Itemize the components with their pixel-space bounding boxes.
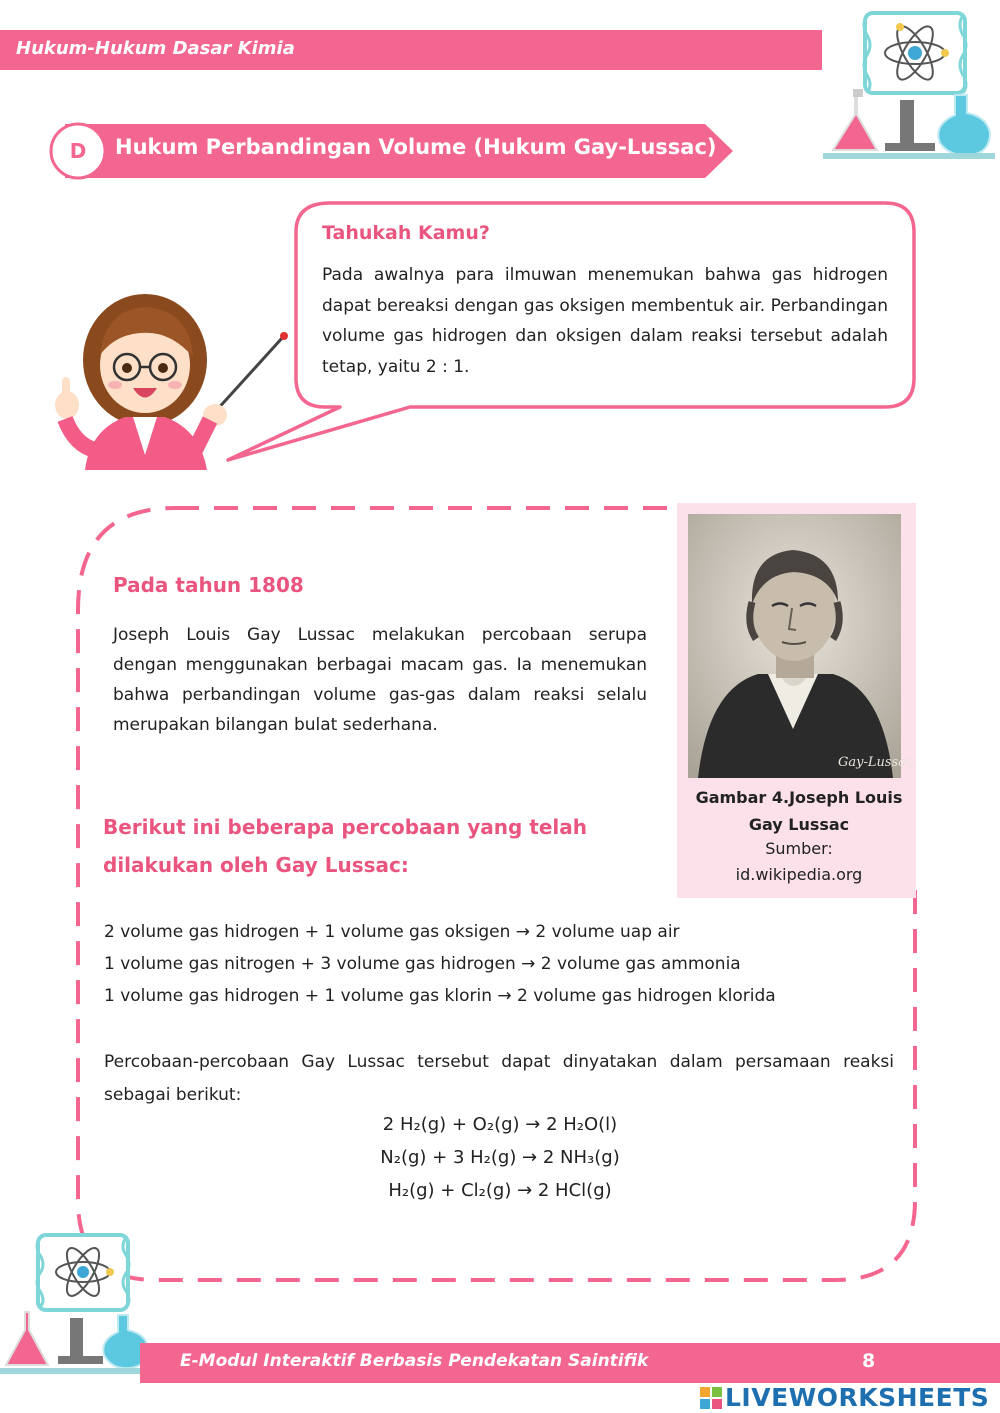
bubble-text: Pada awalnya para ilmuwan menemukan bahwa gas hidrogen dapat bereaksi dengan gas oksigen membentuk air. Perbandingan volume gas hidrogen dan oksigen dalam reaksi tersebut adalah tetap, yaitu 2 : 1.	[322, 265, 888, 377]
equation-item: N₂(g) + 3 H₂(g) → 2 NH₃(g)	[380, 1147, 620, 1168]
reaction-item: 1 volume gas hidrogen + 1 volume gas klorin → 2 volume gas hidrogen klorida	[104, 986, 776, 1006]
section-title: Hukum Perbandingan Volume (Hukum Gay-Lussac)	[115, 135, 717, 159]
reaction-item: 2 volume gas hidrogen + 1 volume gas oksigen → 2 volume uap air	[104, 922, 680, 942]
portrait-signature: Gay-Lussac	[838, 755, 914, 770]
portrait-caption: Gambar 4.Joseph Louis Gay Lussac	[695, 788, 903, 834]
science-lab-icon	[815, 5, 1000, 165]
equation-item: H₂(g) + Cl₂(g) → 2 HCl(g)	[388, 1180, 612, 1201]
portrait-source-url: id.wikipedia.org	[735, 865, 863, 884]
history-title: Pada tahun 1808	[113, 573, 304, 597]
experiments-title: Berikut ini beberapa percobaan yang telah dilakukan oleh Gay Lussac:	[103, 815, 588, 877]
section-letter: D	[69, 139, 87, 163]
brand[interactable]	[700, 1383, 989, 1412]
page-number: 8	[862, 1350, 876, 1372]
brand-logo-icon	[700, 1387, 722, 1409]
equation-item: 2 H₂(g) + O₂(g) → 2 H₂O(l)	[382, 1114, 618, 1135]
brand-name: LIVEWORKSHEETS	[725, 1383, 990, 1412]
header-title: Hukum-Hukum Dasar Kimia	[16, 38, 295, 59]
equations-list	[300, 1108, 700, 1207]
portrait-source	[690, 836, 908, 888]
bubble-title: Tahukah Kamu?	[322, 222, 490, 244]
reactions-list	[104, 916, 904, 1012]
history-text: Joseph Louis Gay Lussac melakukan percobaan serupa dengan menggunakan berbagai macam gas. Ia menemukan bahwa perbandingan volume gas-gas dalam reaksi selalu merupakan bilangan bulat sederhana.	[113, 625, 647, 735]
equations-intro: Percobaan-percobaan Gay Lussac tersebut dapat dinyatakan dalam persamaan reaksi sebagai berikut:	[104, 1052, 894, 1105]
teacher-illustration	[45, 285, 300, 470]
footer-text: E-Modul Interaktif Berbasis Pendekatan Saintifik	[180, 1351, 649, 1371]
gay-lussac-portrait	[688, 514, 914, 778]
portrait-source-label: Sumber:	[765, 839, 833, 858]
reaction-item: 1 volume gas nitrogen + 3 volume gas hidrogen → 2 volume gas ammonia	[104, 954, 741, 974]
